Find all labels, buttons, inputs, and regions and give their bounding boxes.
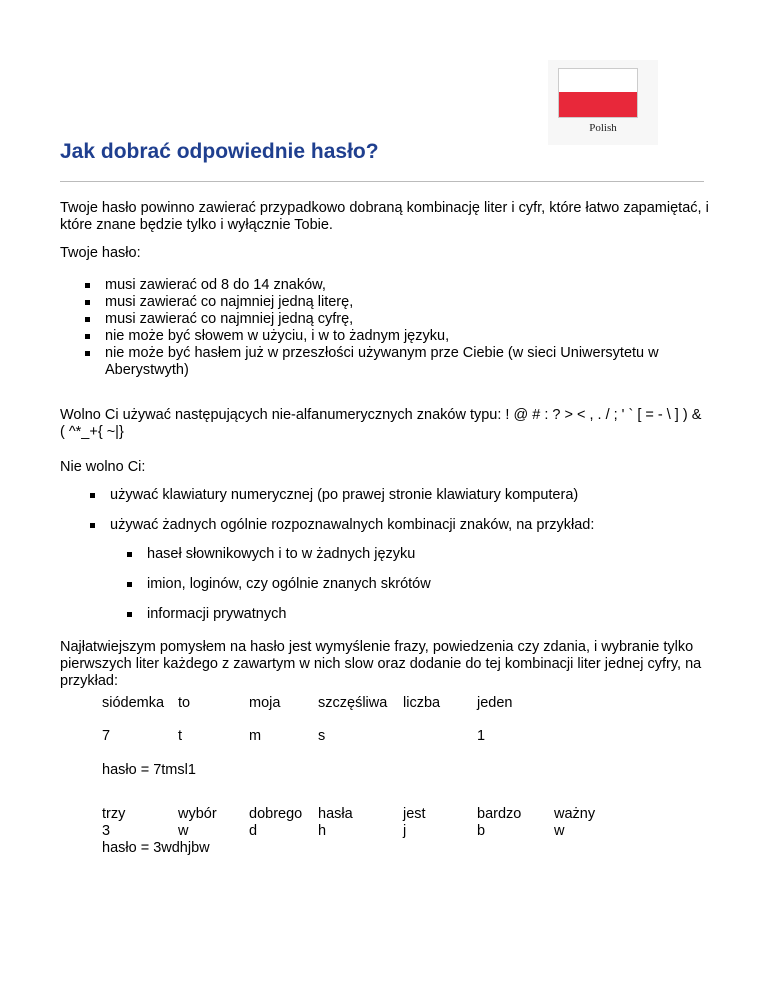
example-word: bardzo bbox=[477, 806, 522, 822]
example-letter: w bbox=[178, 823, 189, 839]
example-letter: w bbox=[554, 823, 565, 839]
forbidden-list bbox=[110, 487, 710, 534]
example-word: siódemka bbox=[102, 695, 165, 711]
list-item: nie może być słowem w użyciu, i w to żadnym języku, bbox=[105, 328, 705, 345]
bullet-icon bbox=[90, 493, 95, 498]
example-word: dobrego bbox=[249, 806, 303, 822]
example-word: moja bbox=[249, 695, 281, 711]
example-letter: h bbox=[318, 823, 327, 839]
list-item: musi zawierać co najmniej jedną cyfrę, bbox=[105, 311, 705, 328]
example-letter: s bbox=[318, 728, 326, 744]
list-item: używać żadnych ogólnie rozpoznawalnych kombinacji znaków, na przykład: bbox=[110, 517, 710, 534]
example-letter: 3 bbox=[102, 823, 111, 839]
allowed-characters: Wolno Ci używać następujących nie-alfanumerycznych znaków typu: ! @ # : ? > < , . / ; ' ` [ = - \ ] ) & ( ^*_+{ ~|} bbox=[60, 407, 702, 440]
example-letter: j bbox=[403, 823, 407, 839]
list-item: informacji prywatnych bbox=[147, 606, 707, 623]
example-letter: m bbox=[249, 728, 262, 744]
list-item: haseł słownikowych i to w żadnych języku bbox=[147, 546, 707, 563]
bullet-icon bbox=[85, 351, 90, 356]
example-letter: 1 bbox=[477, 728, 486, 744]
forbidden-heading: Nie wolno Ci: bbox=[60, 459, 146, 475]
list-item: musi zawierać od 8 do 14 znaków, bbox=[105, 277, 705, 294]
bullet-icon bbox=[85, 283, 90, 288]
bullet-icon bbox=[85, 300, 90, 305]
polish-flag bbox=[548, 60, 658, 145]
example-letter: b bbox=[477, 823, 486, 839]
bullet-icon bbox=[127, 552, 132, 557]
requirements-heading: Twoje hasło: bbox=[60, 245, 141, 261]
title-divider bbox=[60, 181, 704, 182]
list-item: imion, loginów, czy ogólnie znanych skrótów bbox=[147, 576, 707, 593]
requirements-list bbox=[105, 277, 705, 379]
bullet-icon bbox=[85, 334, 90, 339]
example-word: jeden bbox=[477, 695, 513, 711]
page-title: Jak dobrać odpowiednie hasło? bbox=[60, 140, 379, 163]
example-word: to bbox=[178, 695, 191, 711]
flag-red-stripe bbox=[558, 92, 638, 118]
flag-caption: Polish bbox=[589, 122, 617, 134]
list-item: musi zawierać co najmniej jedną literę, bbox=[105, 294, 705, 311]
example-word: ważny bbox=[554, 806, 596, 822]
example-result: hasło = 3wdhjbw bbox=[102, 840, 210, 856]
example-letter: t bbox=[178, 728, 183, 744]
example-word: jest bbox=[403, 806, 426, 822]
bullet-icon bbox=[127, 582, 132, 587]
example-letter: d bbox=[249, 823, 258, 839]
list-item: używać klawiatury numerycznej (po prawej stronie klawiatury komputera) bbox=[110, 487, 710, 504]
forbidden-sublist bbox=[147, 546, 707, 623]
bullet-icon bbox=[90, 523, 95, 528]
intro-paragraph: Twoje hasło powinno zawierać przypadkowo dobraną kombinację liter i cyfr, które łatwo zapamiętać, i które znane będzie tylko i wyłącznie Tobie. bbox=[60, 200, 709, 233]
example-letter: 7 bbox=[102, 728, 111, 744]
bullet-icon bbox=[127, 612, 132, 617]
example-word: hasła bbox=[318, 806, 353, 822]
example-word: wybór bbox=[178, 806, 217, 822]
example-word: liczba bbox=[403, 695, 441, 711]
tip-paragraph: Najłatwiejszym pomysłem na hasło jest wymyślenie frazy, powiedzenia czy zdania, i wybranie tylko pierwszych liter każdego z zawartym w nich slow oraz dodanie do tej kombinacji liter jednej cyfry, na przykład: bbox=[60, 639, 702, 689]
example-result: hasło = 7tmsl1 bbox=[102, 762, 196, 778]
example-word: szczęśliwa bbox=[318, 695, 388, 711]
list-item: nie może być hasłem już w przeszłości używanym prze Ciebie (w sieci Uniwersytetu w Aberystwyth) bbox=[105, 345, 705, 379]
bullet-icon bbox=[85, 317, 90, 322]
flag-white-stripe bbox=[558, 68, 638, 93]
example-word: trzy bbox=[102, 806, 126, 822]
